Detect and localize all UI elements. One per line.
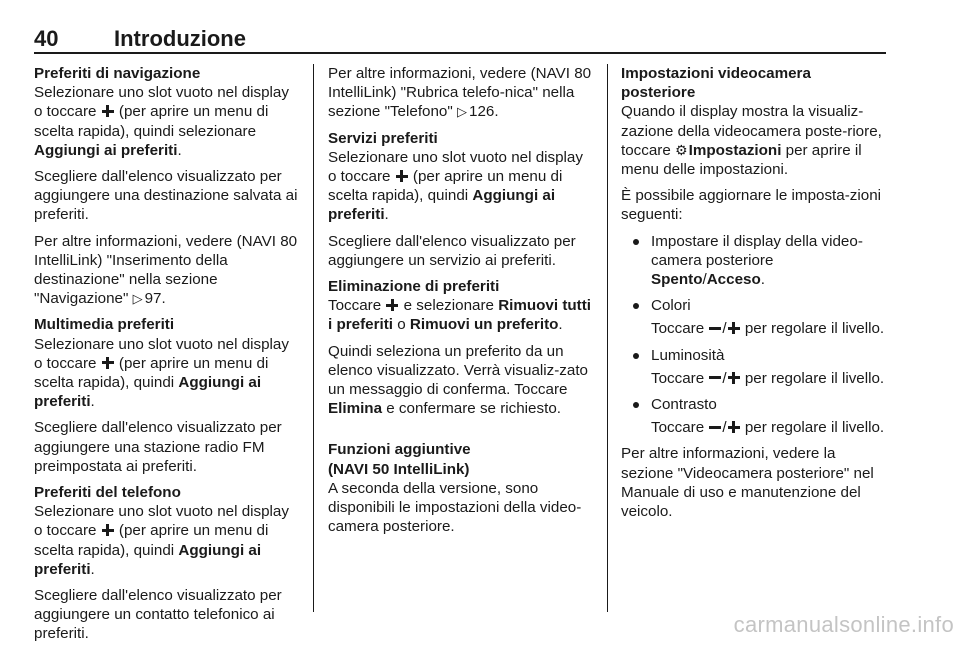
list-item: Impostare il display della video-camera posteriore Spento/Acceso. [621, 232, 887, 290]
column-divider [313, 64, 314, 612]
paragraph: Scegliere dall'elenco visualizzato per aggiungere un contatto telefonico ai preferiti. [34, 587, 282, 643]
section-delete-favorites [328, 277, 594, 418]
gear-icon: ⚙ [675, 141, 688, 158]
page-title: Introduzione [114, 26, 246, 51]
page-number: 40 [34, 26, 59, 51]
minus-icon [709, 421, 721, 433]
paragraph: Selezionare uno slot vuoto nel display o toccare (per aprire un menu di scelta rapida), quindi Aggiungi ai preferiti. [34, 335, 289, 411]
plus-icon [102, 524, 114, 536]
list-item: Contrasto Toccare / per regolare il livello. [621, 395, 887, 437]
paragraph: Quindi seleziona un preferito da un elenco visualizzato. Verrà visualiz-zato un messaggio di conferma. Toccare Elimina e confermare se richiesto. [328, 342, 588, 418]
plus-icon [396, 170, 408, 182]
paragraph: Per altre informazioni, vedere la sezione "Videocamera posteriore" nel Manuale di uso e manutenzione del veicolo. [621, 445, 874, 521]
paragraph: Selezionare uno slot vuoto nel display o toccare (per aprire un menu di scelta rapida), quindi Aggiungi ai preferiti. [34, 503, 289, 578]
plus-icon [728, 322, 740, 334]
plus-icon [102, 357, 114, 369]
section-title: Eliminazione di preferiti [328, 278, 500, 296]
page-reference-icon: ▷ [132, 291, 143, 307]
section-title: Funzioni aggiuntive [328, 441, 471, 459]
paragraph: È possibile aggiornare le imposta-zioni seguenti: [621, 187, 882, 224]
minus-icon [709, 322, 721, 334]
plus-icon [386, 299, 398, 311]
section-title: Preferiti del telefono [34, 484, 181, 502]
settings-list [621, 232, 887, 438]
section-navigation-favorites [34, 64, 300, 308]
minus-icon [709, 372, 721, 384]
page-reference-icon: ▷ [457, 104, 467, 120]
paragraph: Toccare e selezionare Rimuovi tutti i preferiti o Rimuovi un preferito. [328, 297, 591, 334]
paragraph: Scegliere dall'elenco visualizzato per aggiungere una stazione radio FM preimpostata ai preferiti. [34, 419, 282, 475]
column-left [34, 64, 300, 651]
section-phone-favorites [34, 483, 300, 644]
paragraph: Selezionare uno slot vuoto nel display o toccare (per aprire un menu di scelta rapida), quindi Aggiungi ai preferiti. [328, 148, 583, 224]
plus-icon [102, 105, 114, 117]
section-rear-camera-settings [621, 64, 887, 521]
paragraph: Scegliere dall'elenco visualizzato per aggiungere una destinazione salvata ai preferiti. [34, 168, 298, 224]
column-middle [328, 64, 594, 543]
page-header [34, 0, 886, 54]
section-additional-functions [328, 440, 594, 536]
column-divider [607, 64, 608, 612]
watermark: carmanualsonline.info [733, 612, 954, 637]
list-item: Colori Toccare / per regolare il livello. [621, 296, 887, 338]
section-title: Preferiti di navigazione [34, 65, 201, 82]
paragraph: Quando il display mostra la visualiz-zazione della videocamera poste-riore, toccare ⚙Impostazioni per aprire il menu delle impostazioni. [621, 103, 882, 179]
paragraph: Selezionare uno slot vuoto nel display o toccare (per aprire un menu di scelta rapida), quindi selezionare Aggiungi ai preferiti. [34, 84, 289, 159]
section-title: Impostazioni videocamera posteriore [621, 65, 811, 102]
paragraph: Per altre informazioni, vedere (NAVI 80 IntelliLink) "Inserimento della destinazione" nella sezione "Navigazione" ▷ 97. [34, 232, 298, 308]
plus-icon [728, 421, 740, 433]
section-title: Servizi preferiti [328, 129, 438, 147]
section-multimedia-favorites [34, 315, 300, 476]
paragraph: A seconda della versione, sono disponibili le impostazioni della video-camera posteriore. [328, 479, 582, 536]
column-right [621, 64, 887, 528]
section-service-favorites [328, 129, 594, 270]
paragraph: Per altre informazioni, vedere (NAVI 80 IntelliLink) "Rubrica telefo-nica" nella sezione "Telefono" ▷ 126. [328, 65, 592, 121]
section-title: Multimedia preferiti [34, 316, 175, 334]
plus-icon [728, 372, 740, 384]
list-item: Luminosità Toccare / per regolare il livello. [621, 346, 887, 388]
section-subtitle: (NAVI 50 IntelliLink) [328, 460, 470, 478]
paragraph: Scegliere dall'elenco visualizzato per aggiungere un servizio ai preferiti. [328, 232, 576, 269]
